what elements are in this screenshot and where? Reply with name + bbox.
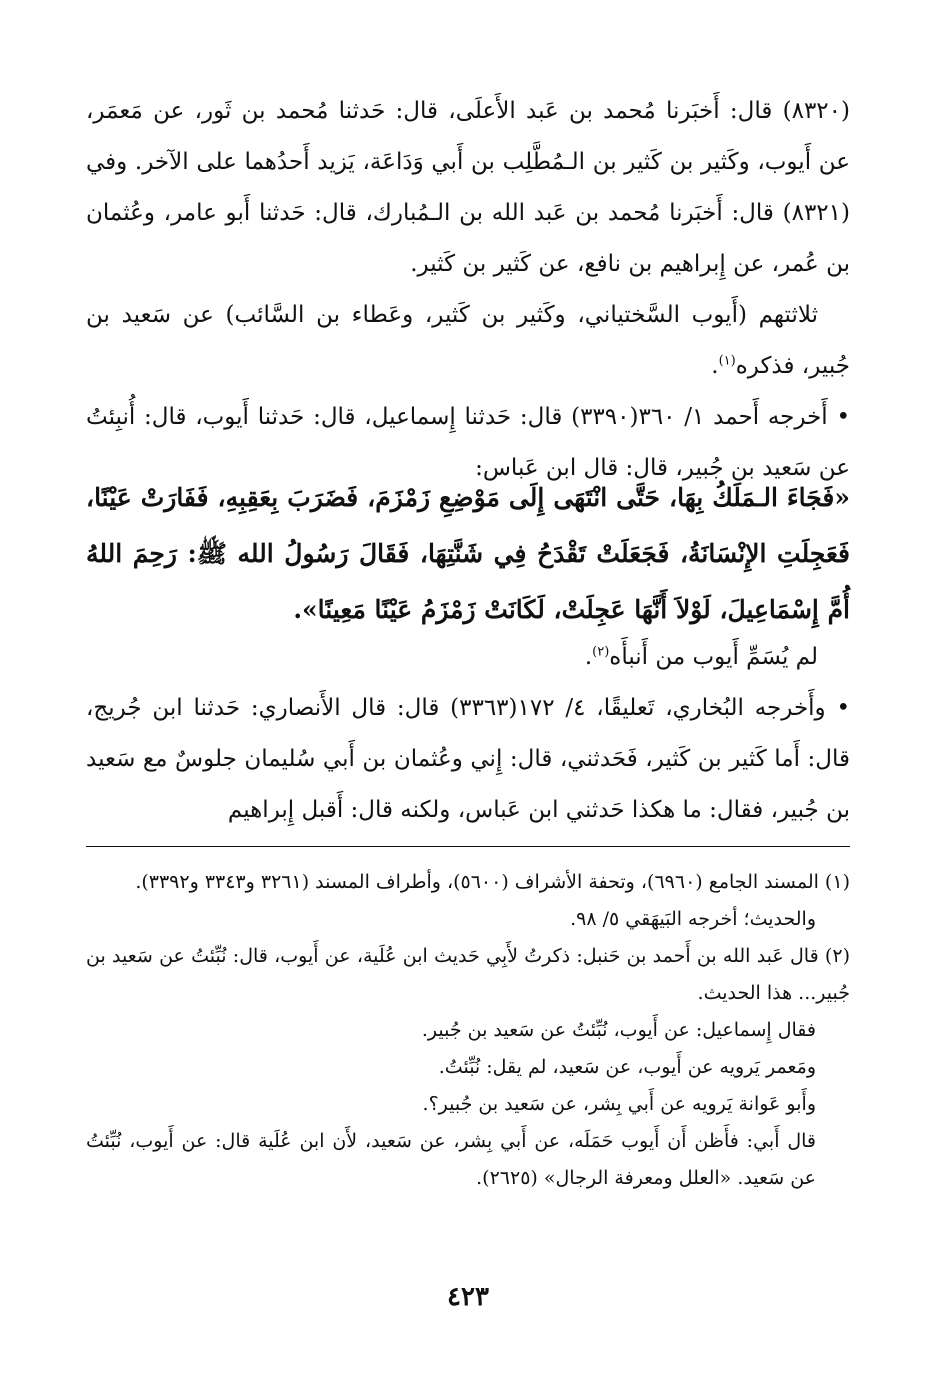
main-text-continued bbox=[86, 632, 850, 836]
footnote-1: (١) المسند الجامع (٦٩٦٠)، وتحفة الأشراف (٥٦٠٠)، وأطراف المسند (٣٢٦١ و٣٣٤٣ و٣٣٩٢). bbox=[135, 871, 850, 893]
note-period: . bbox=[584, 644, 593, 670]
note-text: لم يُسَمِّ أَيوب من أَنبأَه bbox=[609, 644, 818, 670]
footnotes-section bbox=[86, 864, 850, 1197]
footnote-ref-1: (١) bbox=[718, 353, 736, 369]
footnote-ref-2: (٢) bbox=[592, 644, 610, 660]
footnote-2-line-4: وأَبو عَوانة يَرويه عن أَبي بِشر، عن سَعيد بن جُبير؟. bbox=[422, 1093, 816, 1115]
note-paragraph bbox=[86, 632, 850, 683]
narrators-text: ثلاثتهم (أَيوب السَّختياني، وكَثير بن كَثير، وعَطاء بن السَّائب) عن سَعيد بن جُبير، فذكره bbox=[86, 302, 850, 379]
narrators-period: . bbox=[711, 353, 719, 379]
hadith-text-block bbox=[86, 470, 850, 638]
footnote-2-line-3: ومَعمر يَرويه عن أَيوب، عن سَعيد، لم يقل: نُبِّئتُ. bbox=[438, 1056, 816, 1078]
hadith-chain-paragraph: (٨٣٢٠) قال: أَخبَرنا مُحمد بن عَبد الأَعلَى، قال: حَدثنا مُحمد بن ثَور، عن مَعمَر، عن أَيوب، وكَثير بن كَثير بن الـمُطَّلِب بن أَبي وَدَاعَة، يَزيد أَحدُهما على الآخر. وفي (٨٣٢١) قال: أَخبَرنا مُحمد بن عَبد الله بن الـمُبارك، قال: حَدثنا أَبو عامر، وعُثمان بن عُمر، عن إِبراهيم بن نافع، عن كَثير بن كَثير. bbox=[86, 98, 850, 277]
footnote-2-line-2: فقال إِسماعيل: عن أَيوب، نُبِّئتُ عن سَعيد بن جُبير. bbox=[421, 1019, 816, 1041]
main-text bbox=[86, 86, 850, 494]
ahmad-takhrij-paragraph: • أَخرجه أَحمد ١/ ٣٦٠(٣٣٩٠) قال: حَدثنا إِسماعيل، قال: حَدثنا أَيوب، قال: أُنبِئتُ عن سَعيد بن جُبير، قال: قال ابن عَباس: bbox=[86, 404, 851, 481]
footnote-separator bbox=[86, 846, 850, 847]
narrators-paragraph bbox=[86, 290, 850, 392]
bukhari-takhrij-paragraph: • وأَخرجه البُخاري، تَعليقًا، ٤/ ١٧٢(٣٣٦٣) قال: قال الأَنصاري: حَدثنا ابن جُريج، قال: أَما كَثير بن كَثير، فَحَدثني، قال: إِني وعُثمان بن أَبي سُليمان جلوسٌ مع سَعيد بن جُبير، فقال: ما هكذا حَدثني ابن عَباس، ولكنه قال: أَقبل إِبراهيم bbox=[86, 695, 851, 823]
page-number: ٤٢٣ bbox=[447, 1282, 489, 1312]
footnote-2-line-5: قال أَبي: فأَظن أَن أَيوب حَمَلَه، عن أَبي بِشر، عن سَعيد، لأَن ابن عُلَية قال: عن أَيوب، نُبِّئتُ عن سَعيد. «العلل ومعرفة الرجال» (٢٦٢٥). bbox=[86, 1130, 816, 1189]
footnote-2: (٢) قال عَبد الله بن أَحمد بن حَنبل: ذكرتُ لأَبِي حَديث ابن عُلَية، عن أَيوب، قال: نُبِّئتُ عن سَعيد بن جُبير... هذا الحديث. bbox=[86, 945, 850, 1004]
footnote-1-continued: والحديث؛ أخرجه البَيهَقي ٥/ ٩٨. bbox=[570, 908, 816, 930]
hadith-text: «فَجَاءَ الـمَلَكُ بِهَا، حَتَّى انْتَهَى إِلَى مَوْضِعِ زَمْزَمَ، فَضَرَبَ بِعَقِبِهِ، فَفَارَتْ عَيْنًا، فَعَجِلَتِ الإِنْسَانَةُ، فَجَعَلَتْ تَقْدَحُ فِي شَنَّتِهَا، فَقَالَ رَسُولُ الله ﷺ: رَحِمَ اللهُ أُمَّ إِسْمَاعِيلَ، لَوْلاَ أَنَّهَا عَجِلَتْ، لَكَانَتْ زَمْزَمُ عَيْنًا مَعِينًا». bbox=[86, 483, 850, 624]
